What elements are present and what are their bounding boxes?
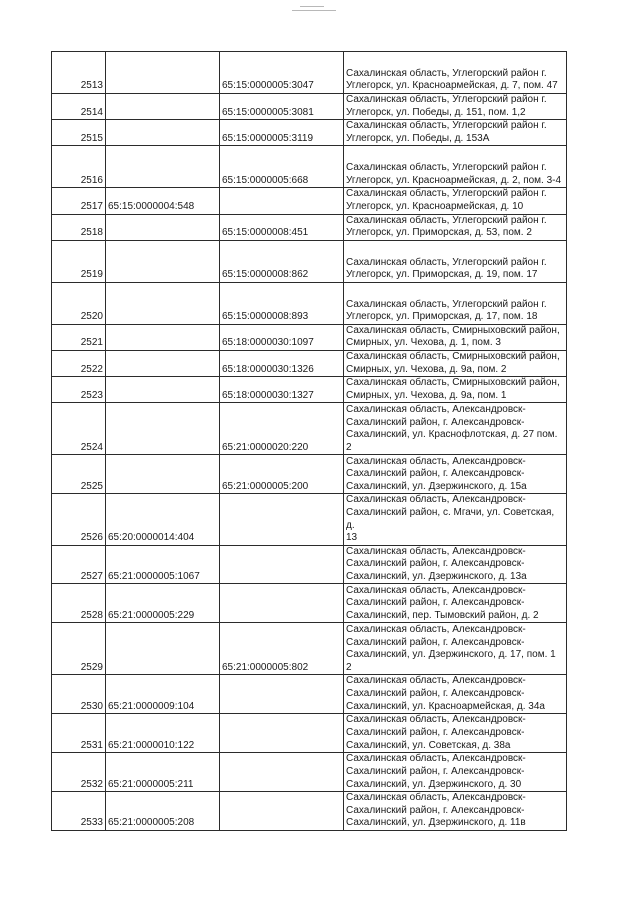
row-number: 2525 (52, 455, 106, 494)
cadastral-number-a (106, 120, 220, 146)
row-number: 2514 (52, 94, 106, 120)
row-number: 2520 (52, 282, 106, 324)
address-cell: Сахалинская область, Александровск- Сахалинский район, г. Александровск- Сахалинский, ул. Дзержинского, д. 17, пом. 1 2 (344, 623, 567, 675)
cadastral-number-a (106, 324, 220, 350)
table-body (52, 52, 567, 831)
row-number: 2533 (52, 792, 106, 831)
table-row (52, 377, 567, 403)
cadastral-number-b: 65:15:0000008:862 (220, 240, 344, 282)
table-row (52, 584, 567, 623)
address-cell: Сахалинская область, Смирныховский район, Смирных, ул. Чехова, д. 9а, пом. 1 (344, 377, 567, 403)
cadastral-number-a (106, 52, 220, 94)
cadastral-number-a (106, 214, 220, 240)
address-cell: Сахалинская область, Углегорский район г. Углегорск, ул. Приморская, д. 19, пом. 17 (344, 240, 567, 282)
cadastral-number-a (106, 282, 220, 324)
cadastral-number-b (220, 753, 344, 792)
table-row (52, 675, 567, 714)
cadastral-number-b: 65:15:0000005:3047 (220, 52, 344, 94)
address-cell: Сахалинская область, Смирныховский район, Смирных, ул. Чехова, д. 9а, пом. 2 (344, 350, 567, 376)
row-number: 2526 (52, 494, 106, 545)
address-cell: Сахалинская область, Углегорский район г. Углегорск, ул. Красноармейская, д. 7, пом. 47 (344, 52, 567, 94)
cadastral-number-a (106, 403, 220, 455)
cadastral-number-a (106, 377, 220, 403)
row-number: 2521 (52, 324, 106, 350)
row-number: 2517 (52, 188, 106, 214)
table-row (52, 282, 567, 324)
cadastral-number-a (106, 94, 220, 120)
row-number: 2530 (52, 675, 106, 714)
property-registry-table (51, 51, 567, 831)
cadastral-number-a: 65:21:0000005:208 (106, 792, 220, 831)
cadastral-number-b: 65:21:0000005:200 (220, 455, 344, 494)
row-number: 2528 (52, 584, 106, 623)
cadastral-number-b (220, 584, 344, 623)
table-row (52, 753, 567, 792)
cadastral-number-b (220, 675, 344, 714)
table-row (52, 240, 567, 282)
cadastral-number-b: 65:21:0000005:802 (220, 623, 344, 675)
address-cell: Сахалинская область, Александровск- Сахалинский район, г. Александровск- Сахалинский, ул. Дзержинского, д. 11в (344, 792, 567, 831)
cadastral-number-a (106, 240, 220, 282)
row-number: 2523 (52, 377, 106, 403)
address-cell: Сахалинская область, Углегорский район г. Углегорск, ул. Победы, д. 151, пом. 1,2 (344, 94, 567, 120)
row-number: 2513 (52, 52, 106, 94)
cadastral-number-a: 65:21:0000005:229 (106, 584, 220, 623)
row-number: 2524 (52, 403, 106, 455)
table-row (52, 214, 567, 240)
row-number: 2519 (52, 240, 106, 282)
address-cell: Сахалинская область, Углегорский район г. Углегорск, ул. Приморская, д. 53, пом. 2 (344, 214, 567, 240)
table-row (52, 792, 567, 831)
cadastral-number-a: 65:15:0000004:548 (106, 188, 220, 214)
cadastral-number-b: 65:15:0000005:3119 (220, 120, 344, 146)
table-row (52, 714, 567, 753)
cadastral-number-a (106, 623, 220, 675)
cadastral-number-b: 65:15:0000008:451 (220, 214, 344, 240)
cadastral-number-b: 65:15:0000008:893 (220, 282, 344, 324)
cadastral-number-a: 65:21:0000009:104 (106, 675, 220, 714)
address-cell: Сахалинская область, Углегорский район г. Углегорск, ул. Красноармейская, д. 2, пом. 3-4 (344, 146, 567, 188)
row-number: 2518 (52, 214, 106, 240)
cadastral-number-a (106, 455, 220, 494)
table-row (52, 324, 567, 350)
address-cell: Сахалинская область, Смирныховский район, Смирных, ул. Чехова, д. 1, пом. 3 (344, 324, 567, 350)
address-cell: Сахалинская область, Александровск- Сахалинский район, г. Александровск- Сахалинский, ул. Краснофлотская, д. 27 пом. 2 (344, 403, 567, 455)
address-cell: Сахалинская область, Александровск- Сахалинский район, г. Александровск- Сахалинский, ул. Дзержинского, д. 15а (344, 455, 567, 494)
scan-mark (300, 6, 324, 7)
table-row (52, 494, 567, 545)
cadastral-number-b: 65:15:0000005:668 (220, 146, 344, 188)
address-cell: Сахалинская область, Углегорский район г. Углегорск, ул. Приморская, д. 17, пом. 18 (344, 282, 567, 324)
cadastral-number-a: 65:20:0000014:404 (106, 494, 220, 545)
table-row (52, 188, 567, 214)
cadastral-number-b: 65:18:0000030:1097 (220, 324, 344, 350)
address-cell: Сахалинская область, Александровск- Сахалинский район, г. Александровск- Сахалинский, ул. Дзержинского, д. 30 (344, 753, 567, 792)
cadastral-number-b: 65:21:0000020:220 (220, 403, 344, 455)
cadastral-number-a (106, 146, 220, 188)
address-cell: Сахалинская область, Александровск- Сахалинский район, г. Александровск- Сахалинский, ул. Дзержинского, д. 13а (344, 545, 567, 584)
table-row (52, 52, 567, 94)
table-row (52, 403, 567, 455)
scan-mark (292, 10, 336, 11)
row-number: 2532 (52, 753, 106, 792)
row-number: 2531 (52, 714, 106, 753)
cadastral-number-b (220, 792, 344, 831)
address-cell: Сахалинская область, Углегорский район г. Углегорск, ул. Победы, д. 153А (344, 120, 567, 146)
cadastral-number-a: 65:21:0000010:122 (106, 714, 220, 753)
table-row (52, 545, 567, 584)
row-number: 2516 (52, 146, 106, 188)
cadastral-number-b (220, 545, 344, 584)
cadastral-number-b (220, 494, 344, 545)
table-row (52, 146, 567, 188)
row-number: 2527 (52, 545, 106, 584)
address-cell: Сахалинская область, Александровск- Сахалинский район, г. Александровск- Сахалинский, ул. Красноармейская, д. 34а (344, 675, 567, 714)
table-row (52, 455, 567, 494)
address-cell: Сахалинская область, Александровск- Сахалинский район, г. Александровск- Сахалинский, ул. Советская, д. 38а (344, 714, 567, 753)
address-cell: Сахалинская область, Углегорский район г. Углегорск, ул. Красноармейская, д. 10 (344, 188, 567, 214)
address-cell: Сахалинская область, Александровск- Сахалинский район, г. Александровск- Сахалинский, пер. Тымовский район, д. 2 (344, 584, 567, 623)
table-row (52, 623, 567, 675)
table-row (52, 120, 567, 146)
cadastral-number-b (220, 188, 344, 214)
row-number: 2522 (52, 350, 106, 376)
address-cell: Сахалинская область, Александровск- Сахалинский район, с. Мгачи, ул. Советская, д. 13 (344, 494, 567, 545)
cadastral-number-a: 65:21:0000005:1067 (106, 545, 220, 584)
cadastral-number-b: 65:18:0000030:1326 (220, 350, 344, 376)
cadastral-number-b (220, 714, 344, 753)
table-row (52, 350, 567, 376)
row-number: 2515 (52, 120, 106, 146)
cadastral-number-b: 65:18:0000030:1327 (220, 377, 344, 403)
row-number: 2529 (52, 623, 106, 675)
cadastral-number-b: 65:15:0000005:3081 (220, 94, 344, 120)
table-row (52, 94, 567, 120)
cadastral-number-a: 65:21:0000005:211 (106, 753, 220, 792)
cadastral-number-a (106, 350, 220, 376)
